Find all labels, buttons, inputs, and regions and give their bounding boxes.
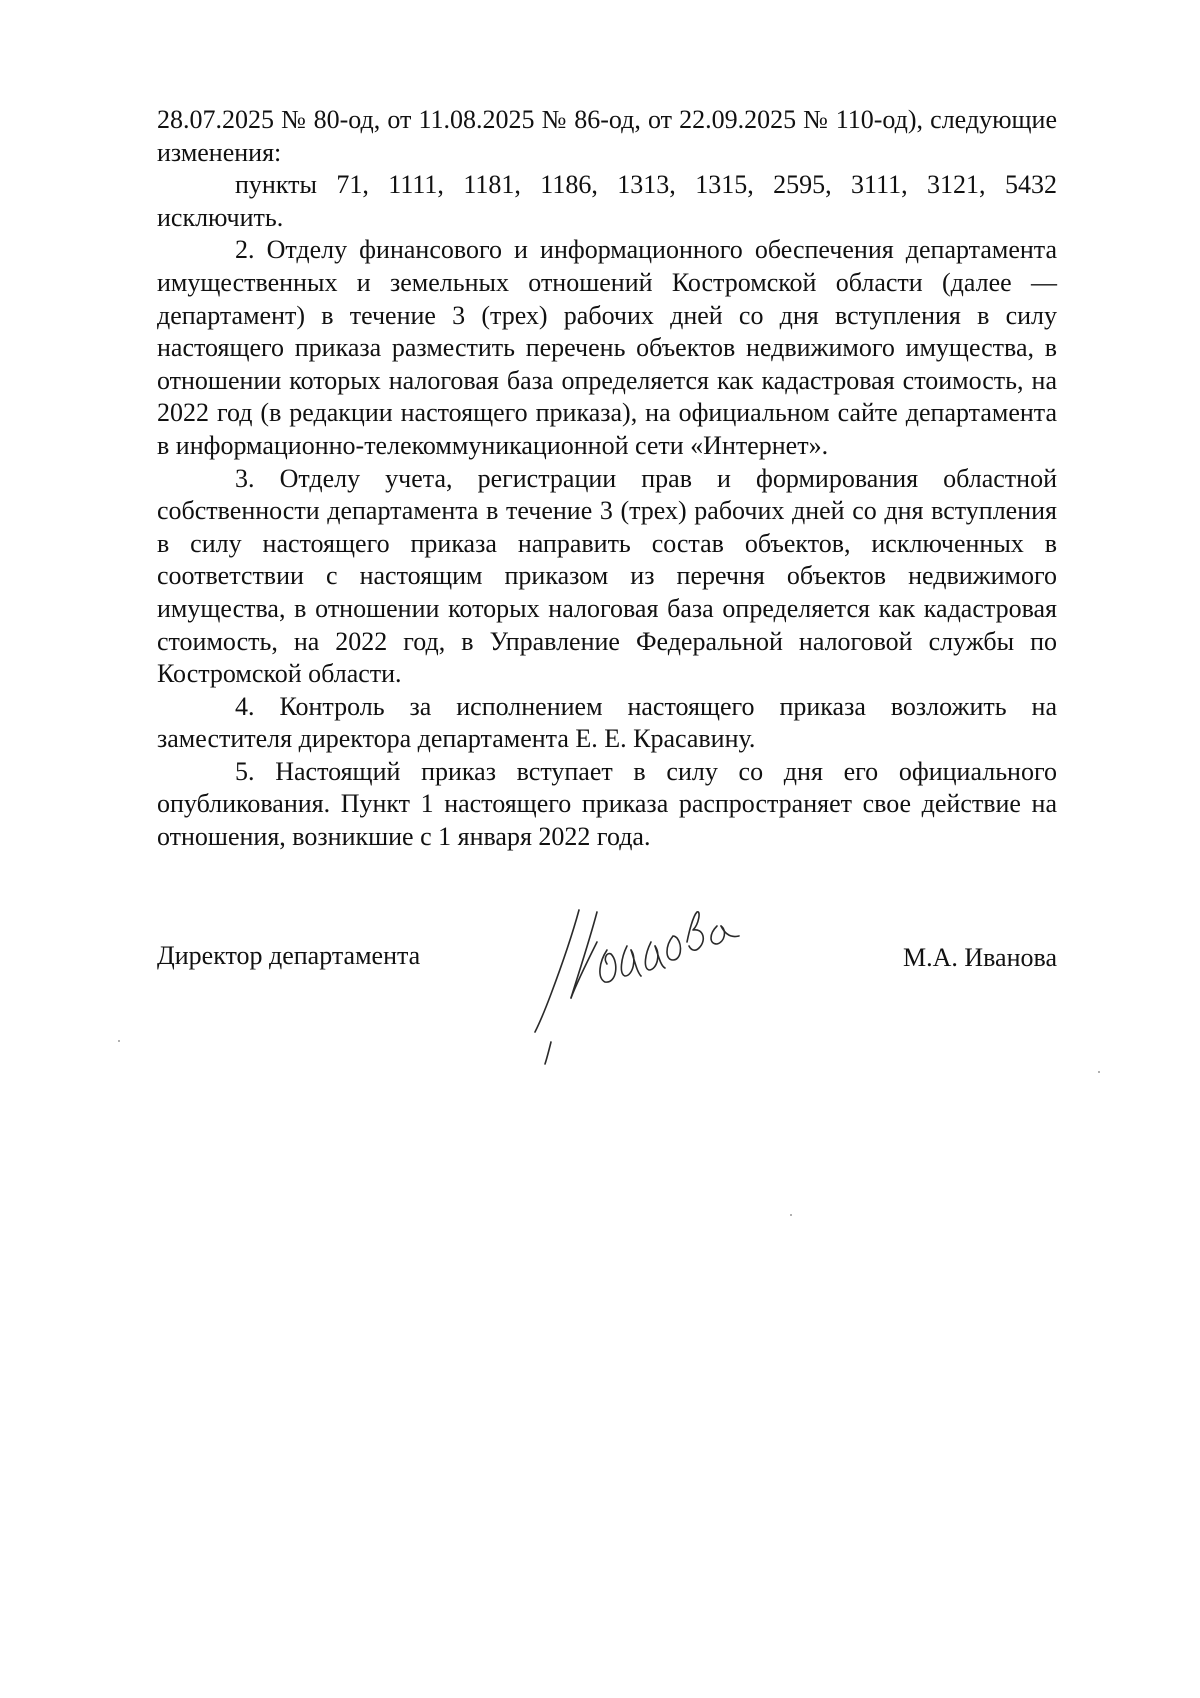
paragraph-item-5: 5. Настоящий приказ вступает в силу со дня его официального опубликования. Пункт 1 настоящего приказа распространяет свое действие на отношения, возникшие с 1 января 2022 года.: [157, 756, 1057, 852]
paragraph-item-3: 3. Отделу учета, регистрации прав и формирования областной собственности департамента в течение 3 (трех) рабочих дней со дня вступления в силу настоящего приказа направить состав объектов, исключенных в соответствии с настоящим приказом из перечня объектов недвижимого имущества, в отношении которых налоговая база определяется как кадастровая стоимость, на 2022 год, в Управление Федеральной налоговой службы по Костромской области.: [157, 463, 1057, 689]
scan-speck: [1098, 1071, 1100, 1073]
paragraph-item-2: 2. Отделу финансового и информационного обеспечения департамента имущественных и земельных отношений Костромской области (далее — департамент) в течение 3 (трех) рабочих дней со дня вступления в силу настоящего приказа разместить перечень объектов недвижимого имущества, в отношении которых налоговая база определяется как кадастровая стоимость, на 2022 год (в редакции настоящего приказа), на официальном сайте департамента в информационно-телекоммуникационной сети «Интернет».: [157, 235, 1057, 460]
scan-speck: [118, 1040, 120, 1042]
paragraph-amendment-intro: 28.07.2025 № 80-од, от 11.08.2025 № 86-од, от 22.09.2025 № 110-од), следующие изменения:: [157, 105, 1057, 167]
signatory-name: М.А. Иванова: [902, 943, 1057, 972]
paragraph-exclusion-items: пункты 71, 1111, 1181, 1186, 1313, 1315, 2595, 3111, 3121, 5432 исключить.: [157, 170, 1057, 232]
document-body: [157, 104, 1057, 854]
signatory-position: Директор департамента: [157, 941, 421, 970]
handwritten-signature: [527, 902, 767, 1092]
scan-speck: [790, 1214, 792, 1216]
paragraph-item-4: 4. Контроль за исполнением настоящего приказа возложить на заместителя директора департамента Е. Е. Красавину.: [157, 691, 1057, 754]
signature-block: [157, 940, 1057, 1070]
